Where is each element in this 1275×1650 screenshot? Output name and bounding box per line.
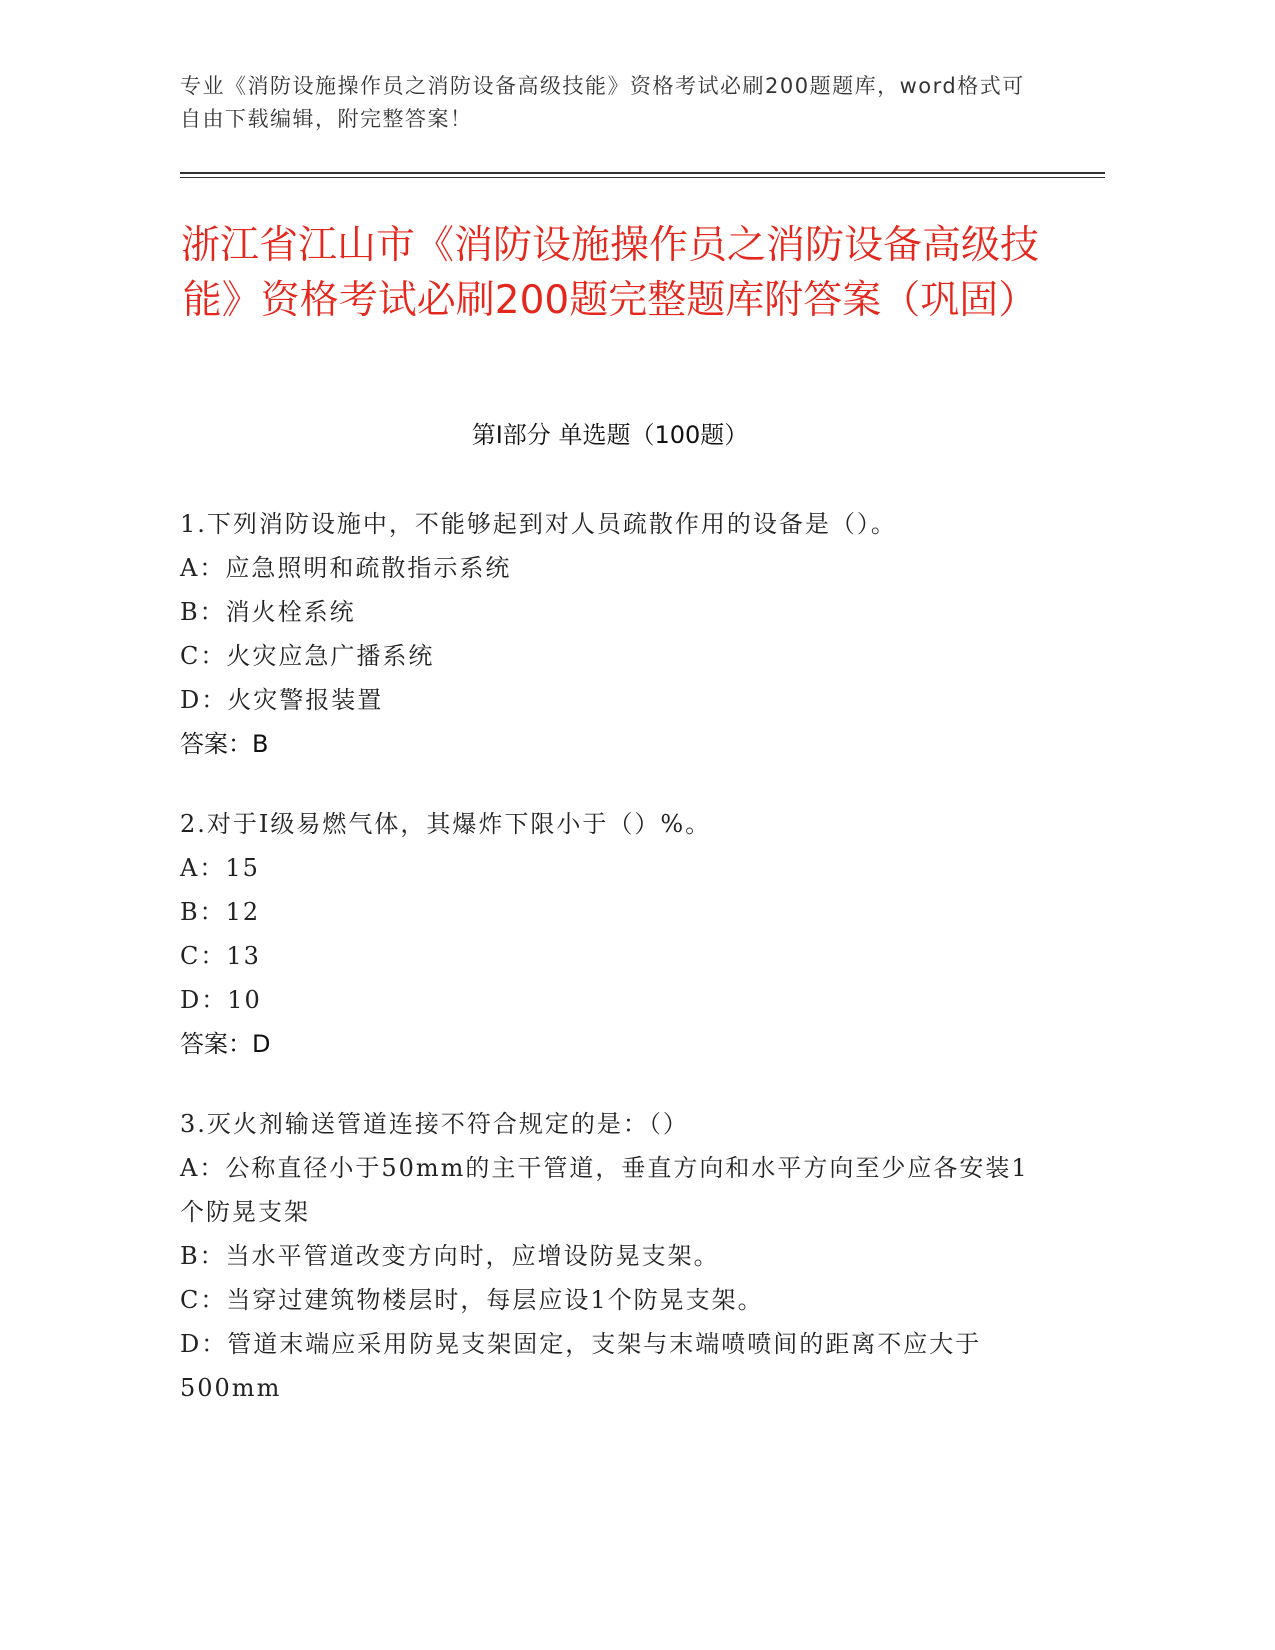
option-c: C：13 [180,942,261,970]
header-note: 专业《消防设施操作员之消防设备高级技能》资格考试必刷200题题库，word格式可自由下载编辑，附完整答案！ [180,74,1025,131]
answer-text: 答案：D [180,1030,271,1058]
option-c: C：当穿过建筑物楼层时，每层应设1个防晃支架。 [180,1286,764,1314]
question-text: 2.对于Ⅰ级易燃气体，其爆炸下限小于（）%。 [180,810,712,838]
option-b: B：当水平管道改变方向时，应增设防晃支架。 [180,1242,720,1270]
option-d: D：管道末端应采用防晃支架固定，支架与末端喷喷间的距离不应大于500mm [180,1330,982,1402]
option-d: D：火灾警报装置 [180,686,384,714]
question-item-3 [180,1102,1040,1410]
question-text: 1.下列消防设施中，不能够起到对人员疏散作用的设备是（）。 [180,510,897,538]
document-title: 浙江省江山市《消防设施操作员之消防设备高级技能》资格考试必刷200题完整题库附答案（巩固） [180,223,1039,323]
option-a: A：应急照明和疏散指示系统 [180,554,512,582]
option-b: B：消火栓系统 [180,598,356,626]
header-divider-thick [180,172,1105,174]
option-a: A：公称直径小于50mm的主干管道，垂直方向和水平方向至少应各安装1个防晃支架 [180,1154,1029,1226]
option-d: D：10 [180,986,262,1014]
section-heading: 第I部分 单选题（100题） [471,421,749,449]
question-item-2 [180,802,1040,1066]
question-list [180,502,1040,1446]
question-item-1 [180,502,1040,766]
answer-text: 答案：B [180,730,269,758]
option-c: C：火灾应急广播系统 [180,642,435,670]
option-a: A：15 [180,854,260,882]
question-text: 3.灭火剂输送管道连接不符合规定的是：（） [180,1110,689,1138]
option-b: B：12 [180,898,261,926]
header-divider-thin [180,177,1105,178]
